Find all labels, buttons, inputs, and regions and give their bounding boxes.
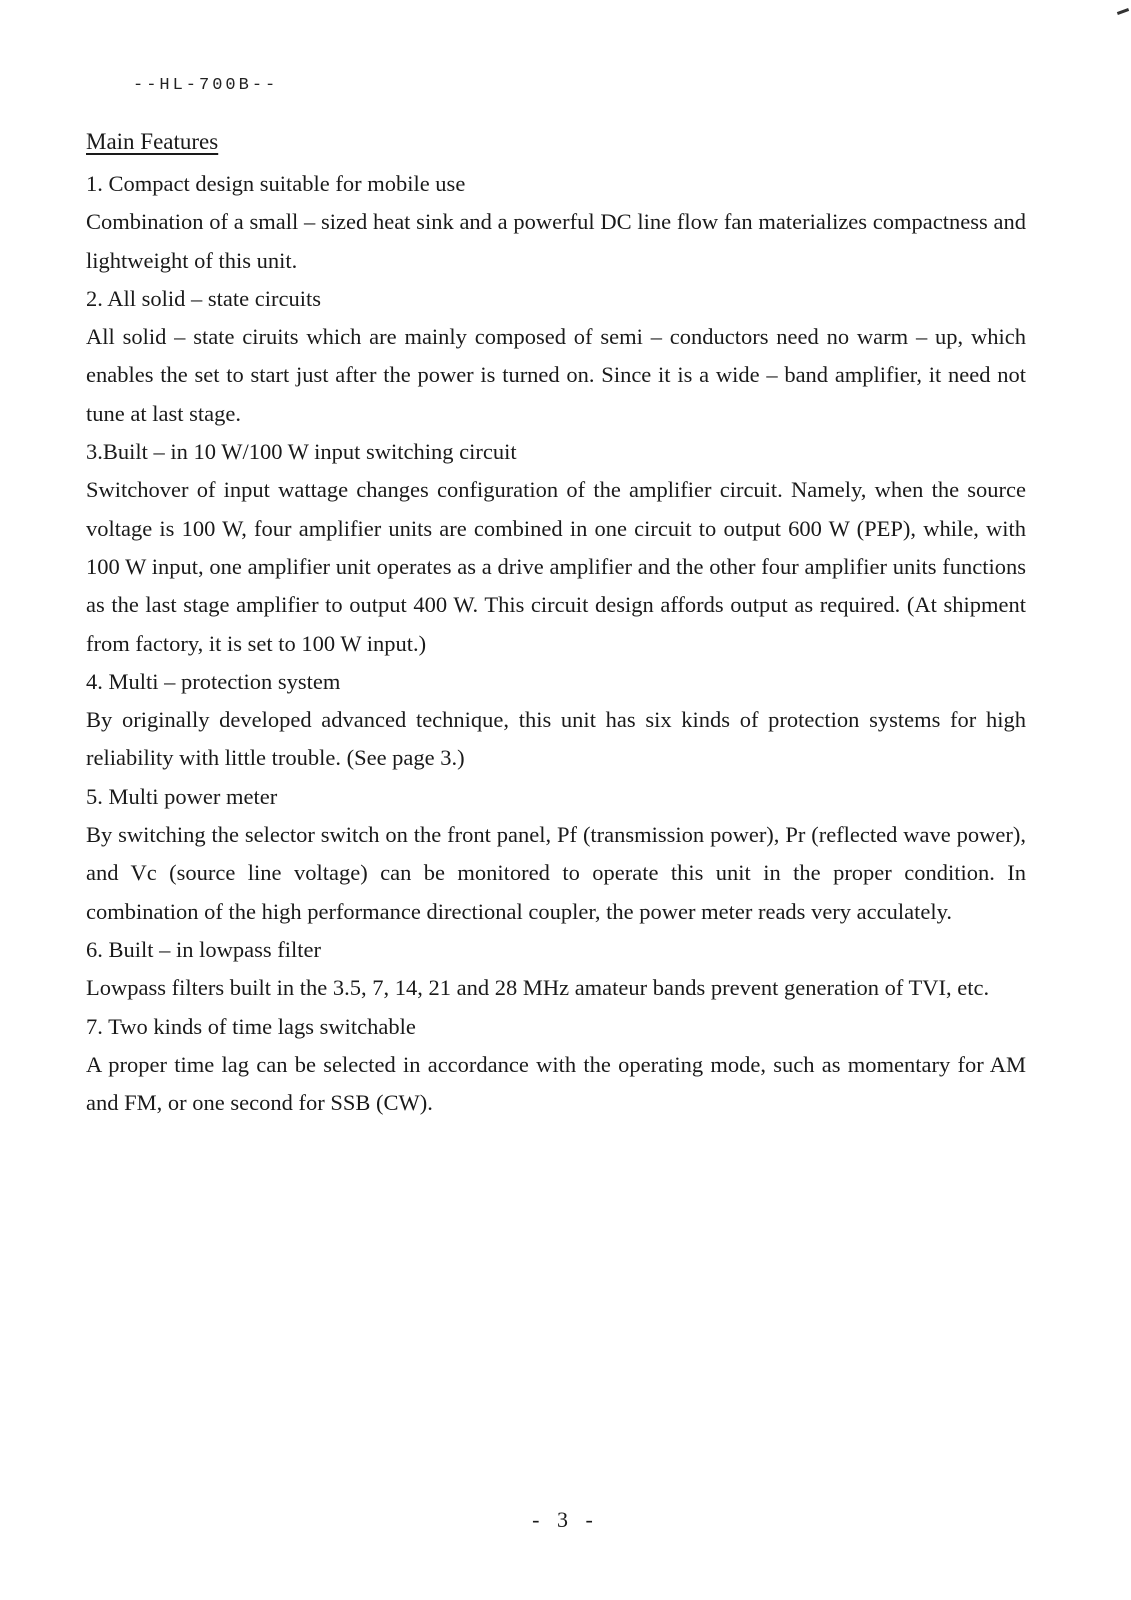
feature-title: 2. All solid – state circuits <box>86 285 321 311</box>
corner-mark <box>1117 8 1129 15</box>
feature-4 <box>86 663 1026 778</box>
feature-title: 3.Built – in 10 W/100 W input switching circuit <box>86 439 517 465</box>
feature-3 <box>86 433 1026 663</box>
feature-7 <box>86 1008 1026 1123</box>
feature-title: 7. Two kinds of time lags switchable <box>86 1013 416 1039</box>
feature-title: 4. Multi – protection system <box>86 668 341 694</box>
feature-body: By switching the selector switch on the front panel, Pf (transmission power), Pr (reflected wave power), and Vc (source line voltage) can be monitored to operate this unit in the proper condition. In combination of the high performance directional coupler, the power meter reads very acculately. <box>86 822 1026 924</box>
feature-title: 1. Compact design suitable for mobile use <box>86 171 466 196</box>
main-content <box>86 127 1026 1122</box>
feature-title: 6. Built – in lowpass filter <box>86 936 321 962</box>
feature-body: Combination of a small – sized heat sink and a powerful DC line flow fan materializes compactness and lightweight of this unit. <box>86 209 1026 273</box>
feature-body: Switchover of input wattage changes configuration of the amplifier circuit. Namely, when the source voltage is 100 W, four amplifier units are combined in one circuit to output 600 W (PEP), while, with 100 W input, one amplifier unit operates as a drive amplifier and the other four amplifier units functions as the last stage amplifier to output 400 W. This circuit design affords output as required. (At shipment from factory, it is set to 100 W input.) <box>86 477 1026 656</box>
feature-2 <box>86 280 1026 433</box>
feature-body: All solid – state ciruits which are mainly composed of semi – conductors need no warm – up, which enables the set to start just after the power is turned on. Since it is a wide – band amplifier, it need not tune at last stage. <box>86 324 1026 426</box>
feature-title: 5. Multi power meter <box>86 783 278 809</box>
feature-body: A proper time lag can be selected in accordance with the operating mode, such as momentary for AM and FM, or one second for SSB (CW). <box>86 1051 1026 1116</box>
feature-5 <box>86 778 1026 931</box>
feature-body: By originally developed advanced technique, this unit has six kinds of protection systems for high reliability with little trouble. (See page 3.) <box>86 707 1026 771</box>
feature-body: Lowpass filters built in the 3.5, 7, 14, 21 and 28 MHz amateur bands prevent generation of TVI, etc. <box>86 975 990 1001</box>
feature-6 <box>86 931 1026 1008</box>
page-number: - 3 - <box>532 1507 599 1532</box>
document-header: --HL-700B-- <box>133 76 279 95</box>
section-heading: Main Features <box>86 129 219 154</box>
feature-1 <box>86 165 1026 280</box>
